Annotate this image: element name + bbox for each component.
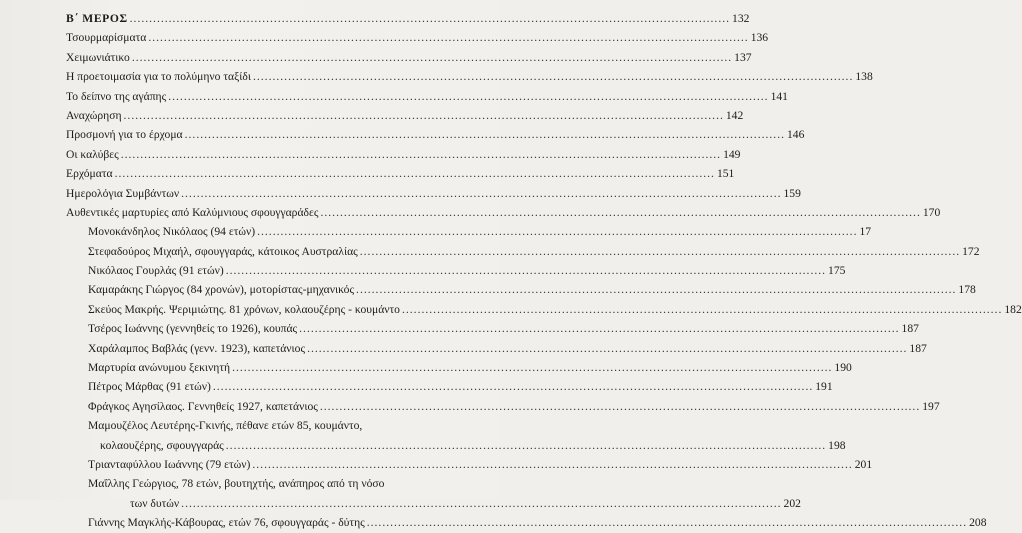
toc-entry — [66, 67, 873, 86]
toc-page-number: 191 — [815, 380, 833, 394]
dot-leader — [226, 436, 826, 455]
toc-page-number: 172 — [962, 244, 980, 258]
toc-entry — [66, 184, 801, 203]
toc-entry — [66, 242, 980, 261]
toc-page-number: 132 — [732, 12, 750, 25]
toc-entry — [66, 280, 976, 299]
toc-entry — [66, 436, 846, 455]
toc-entry — [66, 300, 1022, 319]
toc-entry — [66, 145, 741, 164]
dot-leader — [360, 242, 960, 261]
dot-leader — [130, 9, 730, 28]
toc-page-number: 178 — [958, 283, 976, 297]
toc-page-number: 151 — [716, 167, 735, 181]
toc-page-number: 141 — [770, 89, 788, 103]
dot-leader — [181, 184, 781, 203]
dot-leader — [252, 455, 852, 474]
toc-page-number: 187 — [909, 341, 927, 355]
toc-entry — [66, 28, 769, 47]
toc-page-number: 17 — [859, 225, 872, 239]
toc-entry-title: Μαΐλλης Γεώργιος, 78 ετών, βουτηχτής, ανάπηρος από τη νόσο — [88, 477, 385, 491]
toc-entry — [66, 9, 750, 28]
toc-page-number: 197 — [922, 399, 940, 413]
dot-leader — [148, 28, 748, 47]
toc-entry-title: Μονοκάνδηλος Νικόλαος (94 ετών) — [88, 225, 256, 239]
toc-entry — [66, 474, 456, 493]
toc-entry-title: Γιάννης Μαγκλής-Κάβουρας, ετών 76, σφουγγαράς - δύτης — [88, 516, 365, 530]
dot-leader — [232, 358, 832, 377]
toc-page-number: 201 — [854, 457, 873, 471]
toc-entry-title: Οι καλύβες — [66, 147, 119, 161]
toc-entry-title: Ημερολόγια Συμβάντων — [66, 186, 180, 200]
toc-entry-title: Χειμωνιάτικο — [66, 50, 130, 64]
toc-entry — [66, 416, 456, 435]
dot-leader — [226, 261, 826, 280]
toc-entry-title: Προσμονή για το έρχομα — [66, 128, 183, 142]
toc-entry — [66, 261, 846, 280]
toc-entry — [66, 203, 941, 222]
dot-leader — [121, 145, 721, 164]
dot-leader — [132, 48, 732, 67]
toc-entry — [66, 455, 873, 474]
toc-page-number: 136 — [750, 31, 769, 45]
toc-entry-title: Ερχόματα — [66, 167, 113, 181]
dot-leader — [181, 494, 781, 513]
toc-page-number: 190 — [834, 361, 852, 375]
toc-page-number: 182 — [1004, 302, 1022, 316]
toc-entry — [66, 106, 744, 125]
toc-entry-title: Χαράλαμπος Βαβλάς (γενν. 1923), καπετάνιος — [88, 341, 306, 355]
dot-leader — [253, 67, 853, 86]
toc-page-number: 146 — [786, 128, 805, 142]
dot-leader — [185, 125, 785, 144]
dot-leader — [356, 280, 956, 299]
toc-entry-title: των δυτών — [130, 496, 180, 510]
dot-leader — [257, 222, 857, 241]
dot-leader — [124, 106, 724, 125]
dot-leader — [168, 87, 768, 106]
toc-entry-title: Αναχώρηση — [66, 108, 122, 122]
toc-entry — [66, 397, 940, 416]
toc-page-number: 198 — [828, 438, 846, 452]
toc-entry — [66, 377, 833, 396]
toc-entry-title: Μαρτυρία ανώνυμου ξεκινητή — [88, 361, 231, 375]
dot-leader — [299, 319, 899, 338]
toc-page-number: 170 — [922, 205, 941, 219]
dot-leader — [367, 513, 967, 532]
toc-entry-title: Τσουρμαρίσματα — [66, 31, 147, 45]
dot-leader — [307, 339, 907, 358]
toc-entry-title: Η προετοιμασία για το πολύμηνο ταξίδι — [66, 70, 251, 84]
table-of-contents — [66, 9, 1022, 533]
toc-page-number: 208 — [969, 516, 987, 530]
toc-entry — [66, 87, 788, 106]
toc-page-number: 137 — [734, 50, 752, 64]
toc-entry-title: Τσέρος Ιωάννης (γεννηθείς το 1926), κουπάς — [88, 322, 298, 336]
toc-page-number: 138 — [855, 70, 873, 84]
toc-entry — [66, 319, 919, 338]
toc-entry — [66, 339, 927, 358]
toc-entry-title: Πέτρος Μάρθας (91 ετών) — [88, 380, 211, 394]
toc-entry-title: Σκεύος Μακρής. Ψεριμιώτης. 81 χρόνων, κολαουζέρης - κουμάντο — [88, 302, 400, 316]
toc-entry — [66, 48, 752, 67]
toc-entry-title: Νικόλαος Γουρλάς (91 ετών) — [88, 264, 224, 278]
dot-leader — [320, 397, 920, 416]
toc-entry-title: Αυθεντικές μαρτυρίες από Καλύμνιους σφουγγαράδες — [66, 205, 319, 219]
toc-page-number: 202 — [783, 496, 801, 510]
toc-entry — [66, 125, 805, 144]
toc-entry — [66, 513, 987, 532]
toc-entry-title: Β΄ ΜΕΡΟΣ — [66, 12, 128, 25]
dot-leader — [402, 300, 1002, 319]
toc-page-number: 149 — [723, 147, 741, 161]
toc-entry — [66, 358, 852, 377]
toc-entry-title: Τριανταφύλλου Ιωάννης (79 ετών) — [88, 457, 251, 471]
toc-page-number: 187 — [901, 322, 919, 336]
toc-page-number: 175 — [828, 264, 846, 278]
dot-leader — [320, 203, 920, 222]
toc-entry — [66, 494, 801, 513]
toc-entry-title: κολαουζέρης, σφουγγαράς — [100, 438, 224, 452]
dot-leader — [115, 164, 715, 183]
toc-entry-title: Στεφαδούρος Μιχαήλ, σφουγγαράς, κάτοικος Αυστραλίας — [88, 244, 358, 258]
toc-entry-title: Μαμουζέλος Λευτέρης-Γκινής, πέθανε ετών 85, κουμάντο, — [88, 419, 363, 433]
dot-leader — [213, 377, 813, 396]
toc-entry — [66, 164, 735, 183]
toc-entry-title: Καμαράκης Γιώργος (84 χρονών), μοτορίστας-μηχανικός — [88, 283, 355, 297]
toc-page-number: 142 — [725, 108, 744, 122]
toc-page-number: 159 — [783, 186, 801, 200]
toc-entry-title: Φράγκος Αγησίλαος. Γεννηθείς 1927, καπετάνιος — [88, 399, 318, 413]
toc-entry — [66, 222, 872, 241]
toc-entry-title: Το δείπνο της αγάπης — [66, 89, 167, 103]
